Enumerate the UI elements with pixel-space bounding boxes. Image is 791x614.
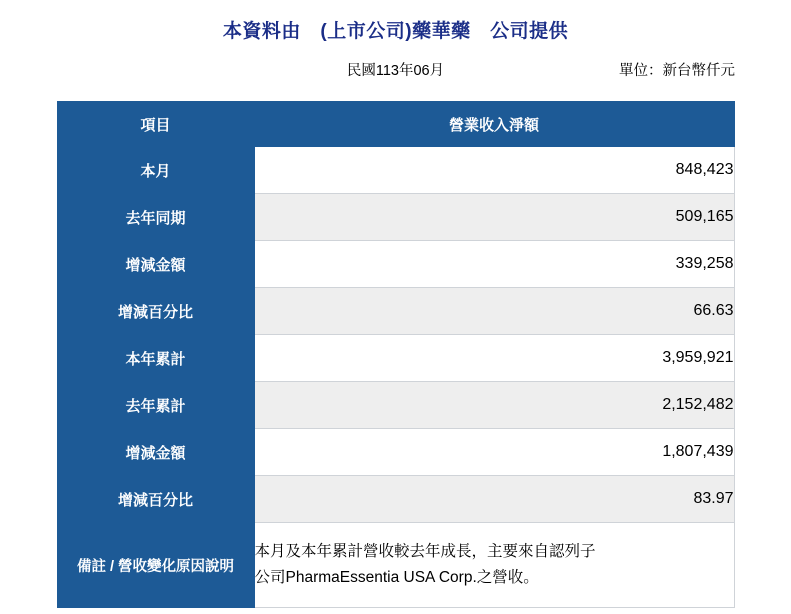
report-period: 民國113年06月 <box>346 63 445 79</box>
row-value-change-percent-month: 66.63 <box>254 288 734 335</box>
table-row <box>57 429 734 476</box>
report-unit: 單位：新台幣仟元 <box>619 63 735 79</box>
table-row <box>57 241 734 288</box>
report-subheader <box>0 59 791 81</box>
note-label: 備註 / 營收變化原因說明 <box>57 523 254 608</box>
table-row <box>57 147 734 194</box>
table-note-row <box>57 523 734 608</box>
table-header-row <box>57 102 734 147</box>
page-title: 本資料由 (上市公司)藥華藥 公司提供 <box>222 21 569 42</box>
row-label-change-percent-month: 增減百分比 <box>57 288 254 335</box>
revenue-table <box>57 101 735 608</box>
note-text-line-2: 公司PharmaEssentia USA Corp.之營收。 <box>254 569 539 586</box>
column-header-net-revenue: 營業收入淨額 <box>254 102 734 147</box>
note-text <box>254 523 734 608</box>
column-header-item: 項目 <box>57 102 254 147</box>
row-label-ytd-last-year: 去年累計 <box>57 382 254 429</box>
row-label-change-amount-month: 增減金額 <box>57 241 254 288</box>
row-value-ytd-current: 3,959,921 <box>254 335 734 382</box>
row-value-ytd-last-year: 2,152,482 <box>254 382 734 429</box>
table-row <box>57 476 734 523</box>
table-row <box>57 288 734 335</box>
row-label-change-percent-ytd: 增減百分比 <box>57 476 254 523</box>
note-text-line-1: 本月及本年累計營收較去年成長，主要來自認列子 <box>254 543 596 561</box>
row-value-current-month: 848,423 <box>254 147 734 194</box>
row-label-change-amount-ytd: 增減金額 <box>57 429 254 476</box>
row-value-change-amount-month: 339,258 <box>254 241 734 288</box>
table-row <box>57 335 734 382</box>
table-row <box>57 382 734 429</box>
row-label-ytd-current: 本年累計 <box>57 335 254 382</box>
row-value-same-period-last-year: 509,165 <box>254 194 734 241</box>
row-value-change-percent-ytd: 83.97 <box>254 476 734 523</box>
table-row <box>57 194 734 241</box>
row-label-current-month: 本月 <box>57 147 254 194</box>
row-value-change-amount-ytd: 1,807,439 <box>254 429 734 476</box>
row-label-same-period-last-year: 去年同期 <box>57 194 254 241</box>
